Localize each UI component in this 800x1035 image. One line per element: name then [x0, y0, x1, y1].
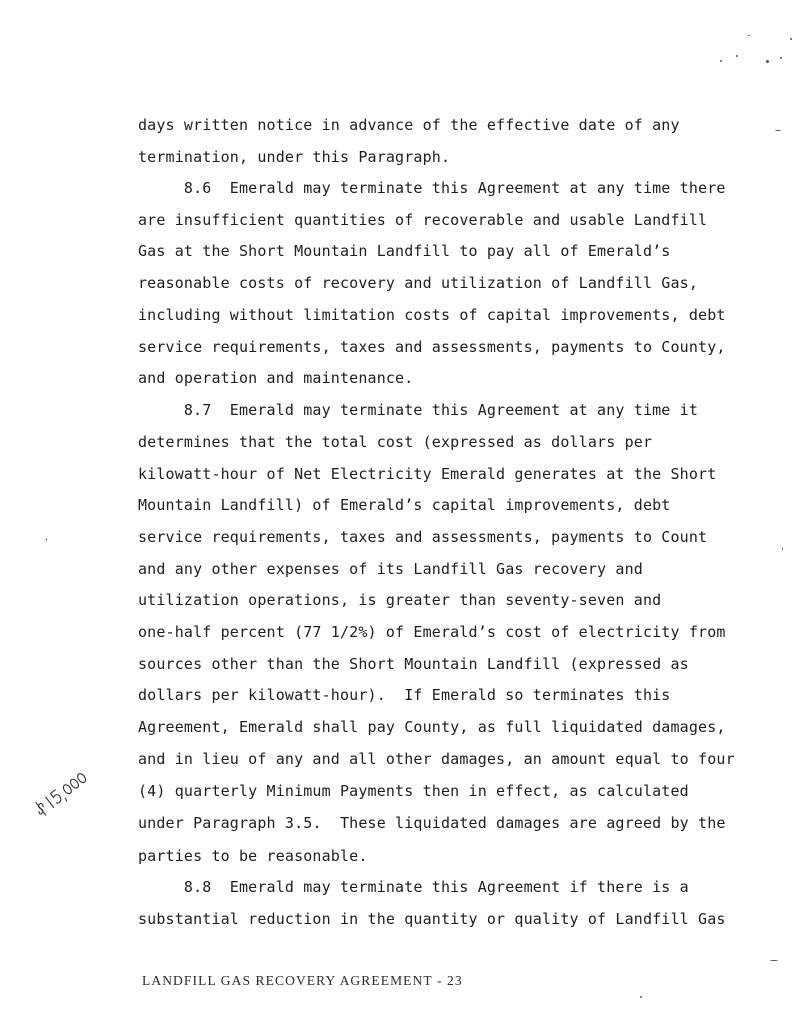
text-line: Mountain Landfill) of Emerald’s capital improvements, debt — [138, 496, 671, 514]
scan-speck — [766, 60, 769, 63]
text-line: and in lieu of any and all other damages, an amount equal to four — [138, 750, 735, 768]
text-line: service requirements, taxes and assessments, payments to Count — [138, 528, 708, 546]
text-line: Gas at the Short Mountain Landfill to pay all of Emerald’s — [138, 242, 671, 260]
scan-speck — [640, 996, 642, 998]
text-line: and operation and maintenance. — [138, 369, 414, 387]
text-line: substantial reduction in the quantity or quality of Landfill Gas — [138, 910, 726, 928]
text-line: Agreement, Emerald shall pay County, as full liquidated damages, — [138, 718, 726, 736]
text-line: service requirements, taxes and assessments, payments to County, — [138, 338, 726, 356]
text-line: including without limitation costs of capital improvements, debt — [138, 306, 726, 324]
scan-speck — [780, 57, 782, 59]
text-line: are insufficient quantities of recoverable and usable Landfill — [138, 211, 708, 229]
scan-speck — [782, 548, 783, 550]
paragraph-8-6: 8.6 Emerald may terminate this Agreement at any time there — [138, 179, 726, 197]
handwritten-annotation — [28, 760, 108, 820]
text-line: dollars per kilowatt-hour). If Emerald so terminates this — [138, 686, 671, 704]
scan-speck — [720, 60, 722, 62]
text-line: one-half percent (77 1/2%) of Emerald’s cost of electricity from — [138, 623, 726, 641]
scan-speck — [775, 130, 781, 131]
page-footer: LANDFILL GAS RECOVERY AGREEMENT - 23 — [142, 973, 463, 988]
scan-speck — [46, 538, 47, 541]
text-line: reasonable costs of recovery and utilization of Landfill Gas, — [138, 274, 699, 292]
text-line: under Paragraph 3.5. These liquidated damages are agreed by the — [138, 814, 726, 832]
text-line: determines that the total cost (expressed as dollars per — [138, 433, 653, 451]
scan-speck — [748, 35, 750, 36]
text-line: kilowatt-hour of Net Electricity Emerald generates at the Short — [138, 465, 717, 483]
scan-speck — [736, 55, 738, 57]
text-line: and any other expenses of its Landfill Gas recovery and — [138, 560, 643, 578]
paragraph-8-7: 8.7 Emerald may terminate this Agreement at any time it — [138, 401, 699, 419]
text-line: days written notice in advance of the effective date of any — [138, 116, 680, 134]
scan-speck — [790, 38, 792, 40]
text-line: sources other than the Short Mountain Landfill (expressed as — [138, 655, 689, 673]
text-line: parties to be reasonable. — [138, 847, 368, 865]
text-line: (4) quarterly Minimum Payments then in effect, as calculated — [138, 782, 689, 800]
scan-speck — [770, 960, 778, 961]
text-line: termination, under this Paragraph. — [138, 148, 451, 166]
text-line: utilization operations, is greater than seventy-seven and — [138, 591, 662, 609]
paragraph-8-8: 8.8 Emerald may terminate this Agreement if there is a — [138, 878, 689, 896]
